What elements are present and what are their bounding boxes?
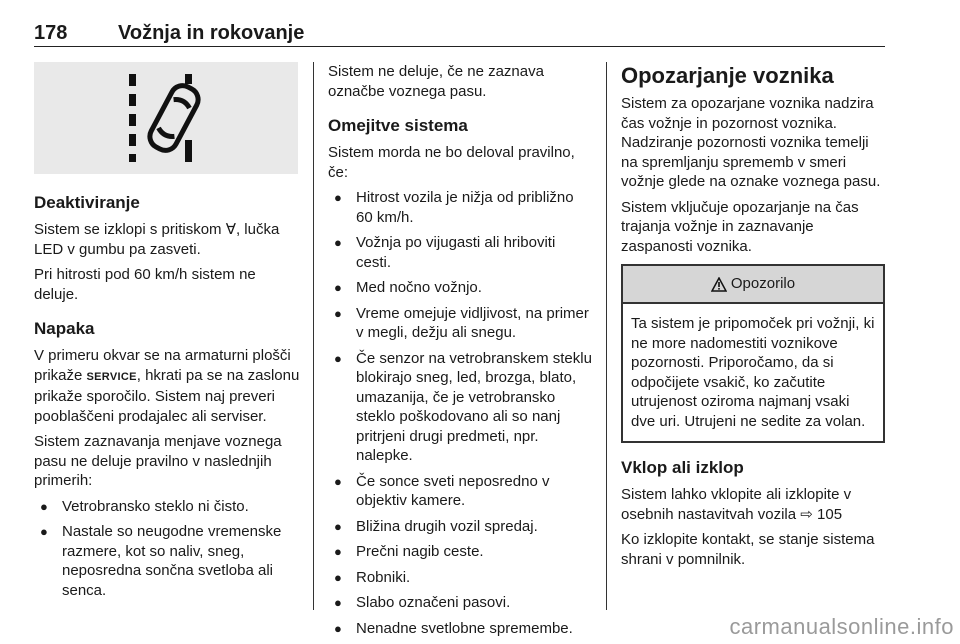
- list-item: ● Bližina drugih vozil spredaj.: [328, 517, 594, 537]
- onoff-heading: Vklop ali izklop: [621, 458, 744, 477]
- warning-text: Ta sistem je pripomoček pri vožnji, ki ne more nadomestiti voznikove pozornosti. Priporočamo, da si odpočijete vsakič, ko začutite utrujenost oziroma najmanj vsaki dve uri. Utrujeni ne sedite za volan.: [631, 315, 875, 430]
- list-item: ● Če sonce sveti neposredno v objektiv kamere.: [328, 472, 594, 511]
- limitations-intro: Sistem morda ne bo deloval pravilno, če:: [328, 144, 575, 181]
- lane-departure-illustration: [34, 62, 298, 174]
- fault-conditions-list: [34, 497, 300, 601]
- fault-text-1-b: , hkrati pa se na zaslonu prikaže sporočilo. Sistem naj preveri pooblaščeni prodajalec ali serviser.: [34, 366, 300, 425]
- limitations-list: [328, 188, 594, 638]
- column-3: [621, 62, 885, 575]
- list-item: ● Med nočno vožnjo.: [328, 278, 594, 298]
- column-2: [328, 62, 594, 644]
- watermark: carmanualsonline.info: [729, 614, 954, 639]
- driver-alert-text-1: Sistem za opozarjane voznika nadzira čas vožnje in pozornost voznika. Nadziranje pozornosti voznika temelji na spremljanju sprememb v smeri vožnje glede na oznake voznega pasu.: [621, 95, 881, 190]
- fault-text-1: [34, 346, 300, 426]
- list-item: ● Če senzor na vetrobranskem steklu blokirajo sneg, led, brozga, blato, umazanija, če je vetrobransko steklo poškodovano ali so nanj pritrjeni drugi predmeti, npr. nalepke.: [328, 349, 594, 466]
- deactivation-text-2: Pri hitrosti pod 60 km/h sistem ne deluje.: [34, 266, 256, 303]
- warning-box: [621, 264, 885, 443]
- list-item: ● Hitrost vozila je nižja od približno 60 km/h.: [328, 188, 594, 227]
- deactivation-text-1: Sistem se izklopi s pritiskom ⁠Ɐ⁠, lučka LED v gumbu pa zasveti.: [34, 221, 280, 258]
- warning-title: Opozorilo: [730, 275, 796, 293]
- fault-text-2: Sistem zaznavanja menjave voznega pasu ne deluje pravilno v naslednjih primerih:: [34, 433, 282, 489]
- page-title: Vožnja in rokovanje: [118, 22, 305, 44]
- deactivation-heading: Deaktiviranje: [34, 193, 140, 212]
- lane-departure-car-icon: [34, 62, 298, 174]
- list-item: ● Prečni nagib ceste.: [328, 542, 594, 562]
- fault-heading: Napaka: [34, 319, 95, 338]
- page-header: [34, 12, 885, 47]
- driver-alert-text-2: Sistem vključuje opozarjanje na čas trajanja vožnje in zaznavanje zaspanosti voznika.: [621, 198, 859, 255]
- list-item: ● Vreme omejuje vidljivost, na primer v megli, dežju ali snegu.: [328, 304, 594, 343]
- list-item: ● Nenadne svetlobne spremembe.: [328, 619, 594, 639]
- fault-text-1-a: V primeru okvar se na armaturni plošči prikaže: [34, 347, 291, 384]
- warning-triangle-icon: [711, 277, 727, 292]
- list-item: ● Vetrobransko steklo ni čisto.: [34, 497, 300, 517]
- limitations-heading: Omejitve sistema: [328, 116, 468, 135]
- column-1: [34, 62, 300, 606]
- warning-header: [623, 266, 883, 304]
- onoff-text-2: Ko izklopite kontakt, se stanje sistema shrani v pomnilnik.: [621, 531, 875, 568]
- driver-alert-heading: Opozarjanje voznika: [621, 63, 834, 88]
- column-divider-2: [606, 62, 607, 610]
- list-item: ● Robniki.: [328, 568, 594, 588]
- service-indicator: SERVICE: [86, 370, 137, 383]
- list-item: ● Vožnja po vijugasti ali hriboviti cesti.: [328, 233, 594, 272]
- list-item: ● Nastale so neugodne vremenske razmere, kot so naliv, sneg, neposredna sončna svetloba ali senca.: [34, 522, 300, 600]
- column-divider-1: [313, 62, 314, 610]
- page-number: 178: [34, 22, 68, 44]
- system-note: Sistem ne deluje, če ne zaznava označbe voznega pasu.: [328, 63, 544, 100]
- onoff-text-1: Sistem lahko vklopite ali izklopite v osebnih nastavitvah vozila ⇨ 105: [621, 486, 852, 523]
- list-item: ● Slabo označeni pasovi.: [328, 593, 594, 613]
